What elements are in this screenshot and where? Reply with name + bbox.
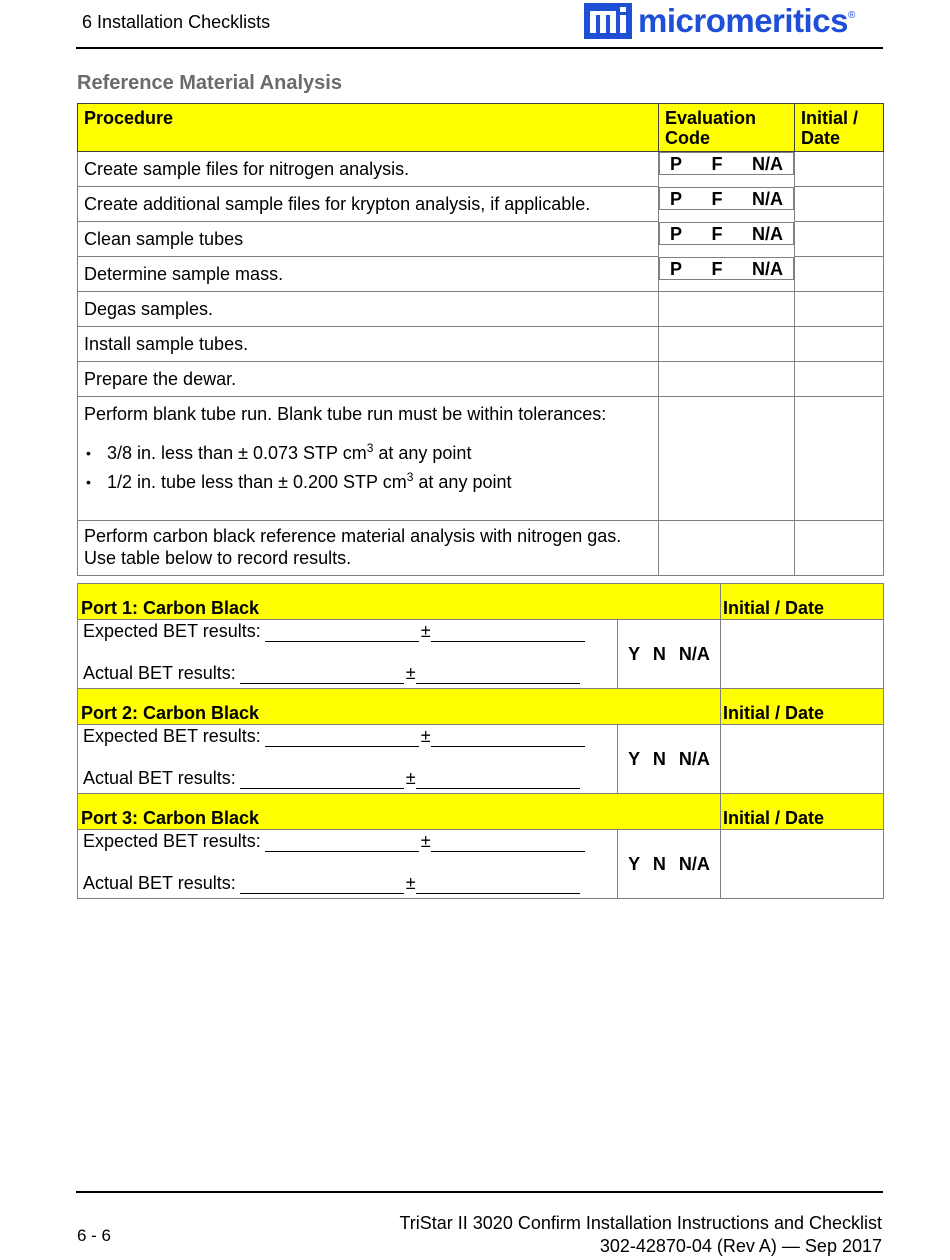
code-pass[interactable]: P [670,188,683,209]
initial-date-cell[interactable] [795,187,884,222]
procedure-text: Degas samples. [78,292,659,327]
plus-minus: ± [420,831,431,851]
actual-bet-label: Actual BET results: [83,768,236,788]
plus-minus: ± [405,768,416,788]
evaluation-code[interactable] [659,222,794,245]
bet-results-cell [78,830,618,899]
port-title: Port 3: Carbon Black [78,794,721,830]
evaluation-code[interactable] [659,292,795,327]
actual-bet-tolerance-field[interactable] [416,665,580,684]
plus-minus: ± [420,726,431,746]
port-initial-date-cell[interactable] [721,620,884,689]
actual-bet-field[interactable] [240,665,404,684]
table-row [78,362,884,397]
blank-run-text: Perform blank tube run. Blank tube run must be within tolerances: [84,404,607,424]
carbon-black-line-2: Use table below to record results. [84,548,352,568]
code-pass[interactable]: P [670,223,683,244]
table-row [78,257,884,292]
port-initial-date-label: Initial / Date [721,584,884,620]
code-na[interactable]: N/A [751,154,783,174]
port-title: Port 2: Carbon Black [78,689,721,725]
table-row-carbon-black [78,521,884,576]
procedure-text: Prepare the dewar. [78,362,659,397]
table-row [78,327,884,362]
initial-date-cell[interactable] [795,327,884,362]
port-body-row [78,620,884,689]
port-header-row [78,794,884,830]
evaluation-code[interactable] [659,362,795,397]
page-number: 6 - 6 [77,1226,112,1245]
port-body-row [78,830,884,899]
evaluation-code[interactable] [659,152,794,175]
expected-bet-label: Expected BET results: [83,621,261,641]
list-item: • 1/2 in. tube less than ± 0.200 STP $cm^3$ at any point [100,468,652,497]
actual-bet-label: Actual BET results: [83,663,236,683]
plus-minus: ± [405,663,416,683]
procedure-text: Clean sample tubes [78,222,659,257]
procedure-table-header [78,104,884,152]
evaluation-code[interactable] [659,327,795,362]
evaluation-code[interactable] [659,397,795,521]
bet-results-cell [78,620,618,689]
header-rule [76,47,883,49]
code-pass[interactable]: P [670,154,683,174]
yes-no-na-options[interactable]: Y N N/A [618,830,721,899]
header-evaluation-code: Evaluation Code [659,104,795,152]
procedure-text [78,521,659,576]
expected-bet-field[interactable] [265,833,419,852]
port-initial-date-cell[interactable] [721,830,884,899]
initial-date-cell[interactable] [795,257,884,292]
expected-bet-field[interactable] [265,728,419,747]
tolerance-list [84,439,652,497]
document-number: 302-42870-04 (Rev A) — Sep 2017 [599,1236,882,1256]
port-header-row [78,689,884,725]
expected-bet-label: Expected BET results: [83,726,261,746]
code-na[interactable]: N/A [751,223,783,244]
port-title: Port 1: Carbon Black [78,584,721,620]
plus-minus: ± [420,621,431,641]
logo-registered-mark: ® [847,10,856,21]
initial-date-cell[interactable] [795,292,884,327]
evaluation-code[interactable] [659,187,794,210]
ports-table [77,583,884,899]
list-item: • 3/8 in. less than ± 0.073 STP $cm^3$ at any point [100,439,652,468]
code-fail[interactable]: F [711,258,723,279]
table-row [78,187,884,222]
code-fail[interactable]: F [711,188,723,209]
bet-results-cell [78,725,618,794]
actual-bet-label: Actual BET results: [83,873,236,893]
initial-date-cell[interactable] [795,521,884,576]
actual-bet-field[interactable] [240,875,404,894]
port-initial-date-label: Initial / Date [721,794,884,830]
expected-bet-tolerance-field[interactable] [431,728,585,747]
procedure-text: Install sample tubes. [78,327,659,362]
expected-bet-field[interactable] [265,623,419,642]
logo-mark-icon [584,3,632,39]
expected-bet-tolerance-field[interactable] [431,623,585,642]
footer-rule [76,1191,883,1193]
document-title: TriStar II 3020 Confirm Installation Instructions and Checklist [399,1213,882,1233]
procedure-text: Determine sample mass. [78,257,659,292]
initial-date-cell[interactable] [795,152,884,187]
initial-date-cell[interactable] [795,362,884,397]
yes-no-na-options[interactable]: Y N N/A [618,725,721,794]
plus-minus: ± [405,873,416,893]
table-row-blank-run [78,397,884,521]
logo-text: micromeritics [638,2,848,39]
evaluation-code[interactable] [659,257,794,280]
port-initial-date-label: Initial / Date [721,689,884,725]
port-body-row [78,725,884,794]
page-title: Reference Material Analysis [77,72,342,94]
carbon-black-line-1: Perform carbon black reference material analysis with nitrogen gas. [84,526,622,546]
expected-bet-tolerance-field[interactable] [431,833,585,852]
initial-date-cell[interactable] [795,222,884,257]
procedure-table [77,103,884,576]
procedure-text: Create sample files for nitrogen analysis. [78,152,659,187]
procedure-text [78,397,659,521]
evaluation-code[interactable] [659,521,795,576]
table-row [78,292,884,327]
code-pass[interactable]: P [670,258,683,279]
actual-bet-tolerance-field[interactable] [416,770,580,789]
code-fail[interactable]: F [711,154,723,174]
actual-bet-field[interactable] [240,770,404,789]
header-section-title: 6 Installation Checklists [82,12,271,32]
port-header-row [78,584,884,620]
micromeritics-logo [584,2,882,40]
code-na[interactable]: N/A [751,258,783,279]
header-procedure: Procedure [78,104,659,152]
initial-date-cell[interactable] [795,397,884,521]
procedure-text: Create additional sample files for krypton analysis, if applicable. [78,187,659,222]
table-row [78,152,884,187]
code-na[interactable]: N/A [751,188,783,209]
code-fail[interactable]: F [711,223,723,244]
table-row [78,222,884,257]
port-initial-date-cell[interactable] [721,725,884,794]
yes-no-na-options[interactable]: Y N N/A [618,620,721,689]
expected-bet-label: Expected BET results: [83,831,261,851]
header-initial-date: Initial / Date [795,104,884,152]
actual-bet-tolerance-field[interactable] [416,875,580,894]
